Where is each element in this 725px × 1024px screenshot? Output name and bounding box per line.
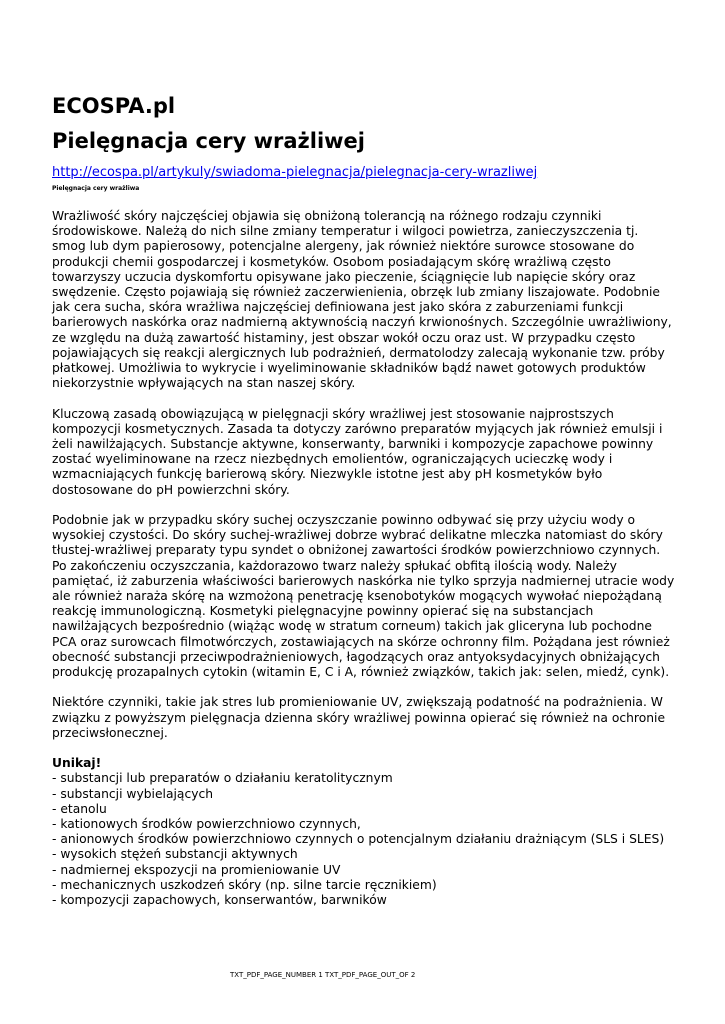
list-item: - wysokich stężeń substancji aktywnych [52, 847, 298, 862]
paragraph-1 [52, 209, 674, 391]
list-item: - etanolu [52, 801, 107, 816]
avoid-section [52, 756, 674, 908]
article-link[interactable]: http://ecospa.pl/artykuly/swiadoma-pielegnacja/pielegnacja-cery-wrazliwej [52, 165, 538, 180]
list-item: - substancji lub preparatów o działaniu keratolitycznym [52, 771, 393, 786]
small-subtitle: Pielęgnacja cery wrażliwa [52, 185, 140, 192]
text-line: niekorzystnie wpływających na stan naszej skóry. [52, 376, 356, 391]
list-item: - kompozycji zapachowych, konserwantów, barwników [52, 893, 387, 908]
text-line: kompozycji kosmetycznych. Zasada ta dotyczy zarówno preparatów myjących jak również emulsji i [52, 421, 663, 436]
list-item: - kationowych środków powierzchniowo czynnych, [52, 817, 361, 832]
paragraph-3 [52, 513, 674, 680]
text-line: związku z powyższym pielęgnacja dzienna skóry wrażliwej powinna opierać się również na ochronie [52, 710, 666, 725]
text-line: Wrażliwość skóry najczęściej objawia się obniżoną tolerancją na różnego rodzaju czynniki [52, 209, 602, 223]
site-name: ECOSPA.pl [52, 94, 176, 118]
text-line: produkcji chemii gospodarczej i kosmetyków. Osobom posiadającym skórę wrażliwą często [52, 254, 611, 269]
text-line: Niektóre czynniki, takie jak stres lub promieniowanie UV, zwiększają podatność na podrażnienia. W [52, 695, 663, 710]
article-body [52, 209, 674, 908]
text-line: smog lub dym papierosowy, potencjalne alergeny, jak również niektóre surowce stosowane do [52, 239, 635, 254]
text-line: Kluczową zasadą obowiązującą w pielęgnacji skóry wrażliwej jest stosowanie najprostszych [52, 406, 614, 421]
avoid-heading: Unikaj! [52, 756, 102, 771]
text-line: ale również naraża skórę na wzmożoną penetrację ksenobotyków mogących wywołać niepożądaną [52, 589, 662, 604]
text-line: wzmacniających funkcję barierową skóry. Niezwykle istotne jest aby pH kosmetyków było [52, 467, 603, 482]
list-item: - anionowych środków powierzchniowo czynnych o potencjalnym działaniu drażniącym (SLS i SLES) [52, 832, 665, 847]
text-line: jak cera sucha, skóra wrażliwa najczęściej definiowana jest jako skóra z zaburzeniami funkcji [52, 300, 624, 315]
text-line: przeciwsłonecznej. [52, 725, 168, 740]
text-line: dostosowane do pH powierzchni skóry. [52, 482, 290, 497]
text-line: ze względu na dużą zawartość histaminy, jest obszar wokół oczu oraz ust. W przypadku często [52, 330, 636, 345]
list-item: - mechanicznych uszkodzeń skóry (np. silne tarcie ręcznikiem) [52, 877, 437, 892]
text-line: produkcję prozapalnych cytokin (witamin E, C i A, również związków, takich jak: selen, miedź, cynk). [52, 665, 670, 680]
text-line: płatkowej. Umożliwia to wykrycie i wyeliminowanie składników bądź nawet gotowych produktów [52, 361, 646, 376]
text-line: Po zakończeniu oczyszczania, każdorazowo twarz należy spłukać obfitą ilością wody. Należy [52, 558, 617, 573]
text-line: barierowych naskórka oraz nadmierną aktywnością naczyń krwionośnych. Szczególnie uwrażliwiony, [52, 315, 672, 330]
text-line: PCA oraz surowcach filmotwórczych, zostawiających na skórze ochronny film. Pożądana jest również [52, 634, 670, 649]
avoid-list [52, 771, 674, 908]
list-item: - nadmiernej ekspozycji na promieniowanie UV [52, 862, 341, 877]
text-line: obecność substancji przeciwpodrażnieniowych, łagodzących oraz antyoksydacyjnych obniżających [52, 649, 660, 664]
text-line: wysokiej czystości. Do skóry suchej-wrażliwej dobrze wybrać delikatne mleczka natomiast do skóry [52, 528, 663, 543]
text-line: towarzyszy uczucia dyskomfortu opisywane jako pieczenie, ściągnięcie lub napięcie skóry oraz [52, 269, 636, 284]
text-line: Podobnie jak w przypadku skóry suchej oczyszczanie powinno odbywać się przy użyciu wody o [52, 513, 636, 528]
text-line: swędzenie. Często pojawiają się również zaczerwienienia, obrzęk lub zmiany liszajowate. Podobnie [52, 285, 660, 300]
page-footer: TXT_PDF_PAGE_NUMBER 1 TXT_PDF_PAGE_OUT_OF 2 [230, 971, 416, 979]
paragraph-2 [52, 407, 674, 498]
text-line: nawilżających bezpośrednio (wiążąc wodę w stratum corneum) takich jak gliceryna lub pochodne [52, 619, 652, 634]
text-line: pojawiających się reakcji alergicznych lub podrażnień, dermatolodzy zalecają wykonanie tzw. próby [52, 345, 665, 360]
page-title: Pielęgnacja cery wrażliwej [52, 129, 365, 153]
text-line: zostać wyeliminowane na rzecz niezbędnych emolientów, ograniczających ucieczkę wody i [52, 452, 613, 467]
text-line: żeli nawilżających. Substancje aktywne, konserwanty, barwniki i kompozycje zapachowe powinny [52, 437, 654, 452]
text-line: reakcję immunologiczną. Kosmetyki pielęgnacyjne powinny opierać się na substancjach [52, 604, 594, 619]
text-line: tłustej-wrażliwej preparaty typu syndet o obniżonej zawartości środków powierzchniowo czynnych. [52, 543, 661, 558]
text-line: środowiskowe. Należą do nich silne zmiany temperatur i wilgoci powietrza, zanieczyszczenia tj. [52, 224, 639, 239]
paragraph-4 [52, 695, 674, 741]
list-item: - substancji wybielających [52, 786, 214, 801]
text-line: pamiętać, iż zaburzenia właściwości barierowych naskórka nie tylko sprzyja nadmiernej utracie wody [52, 573, 675, 588]
